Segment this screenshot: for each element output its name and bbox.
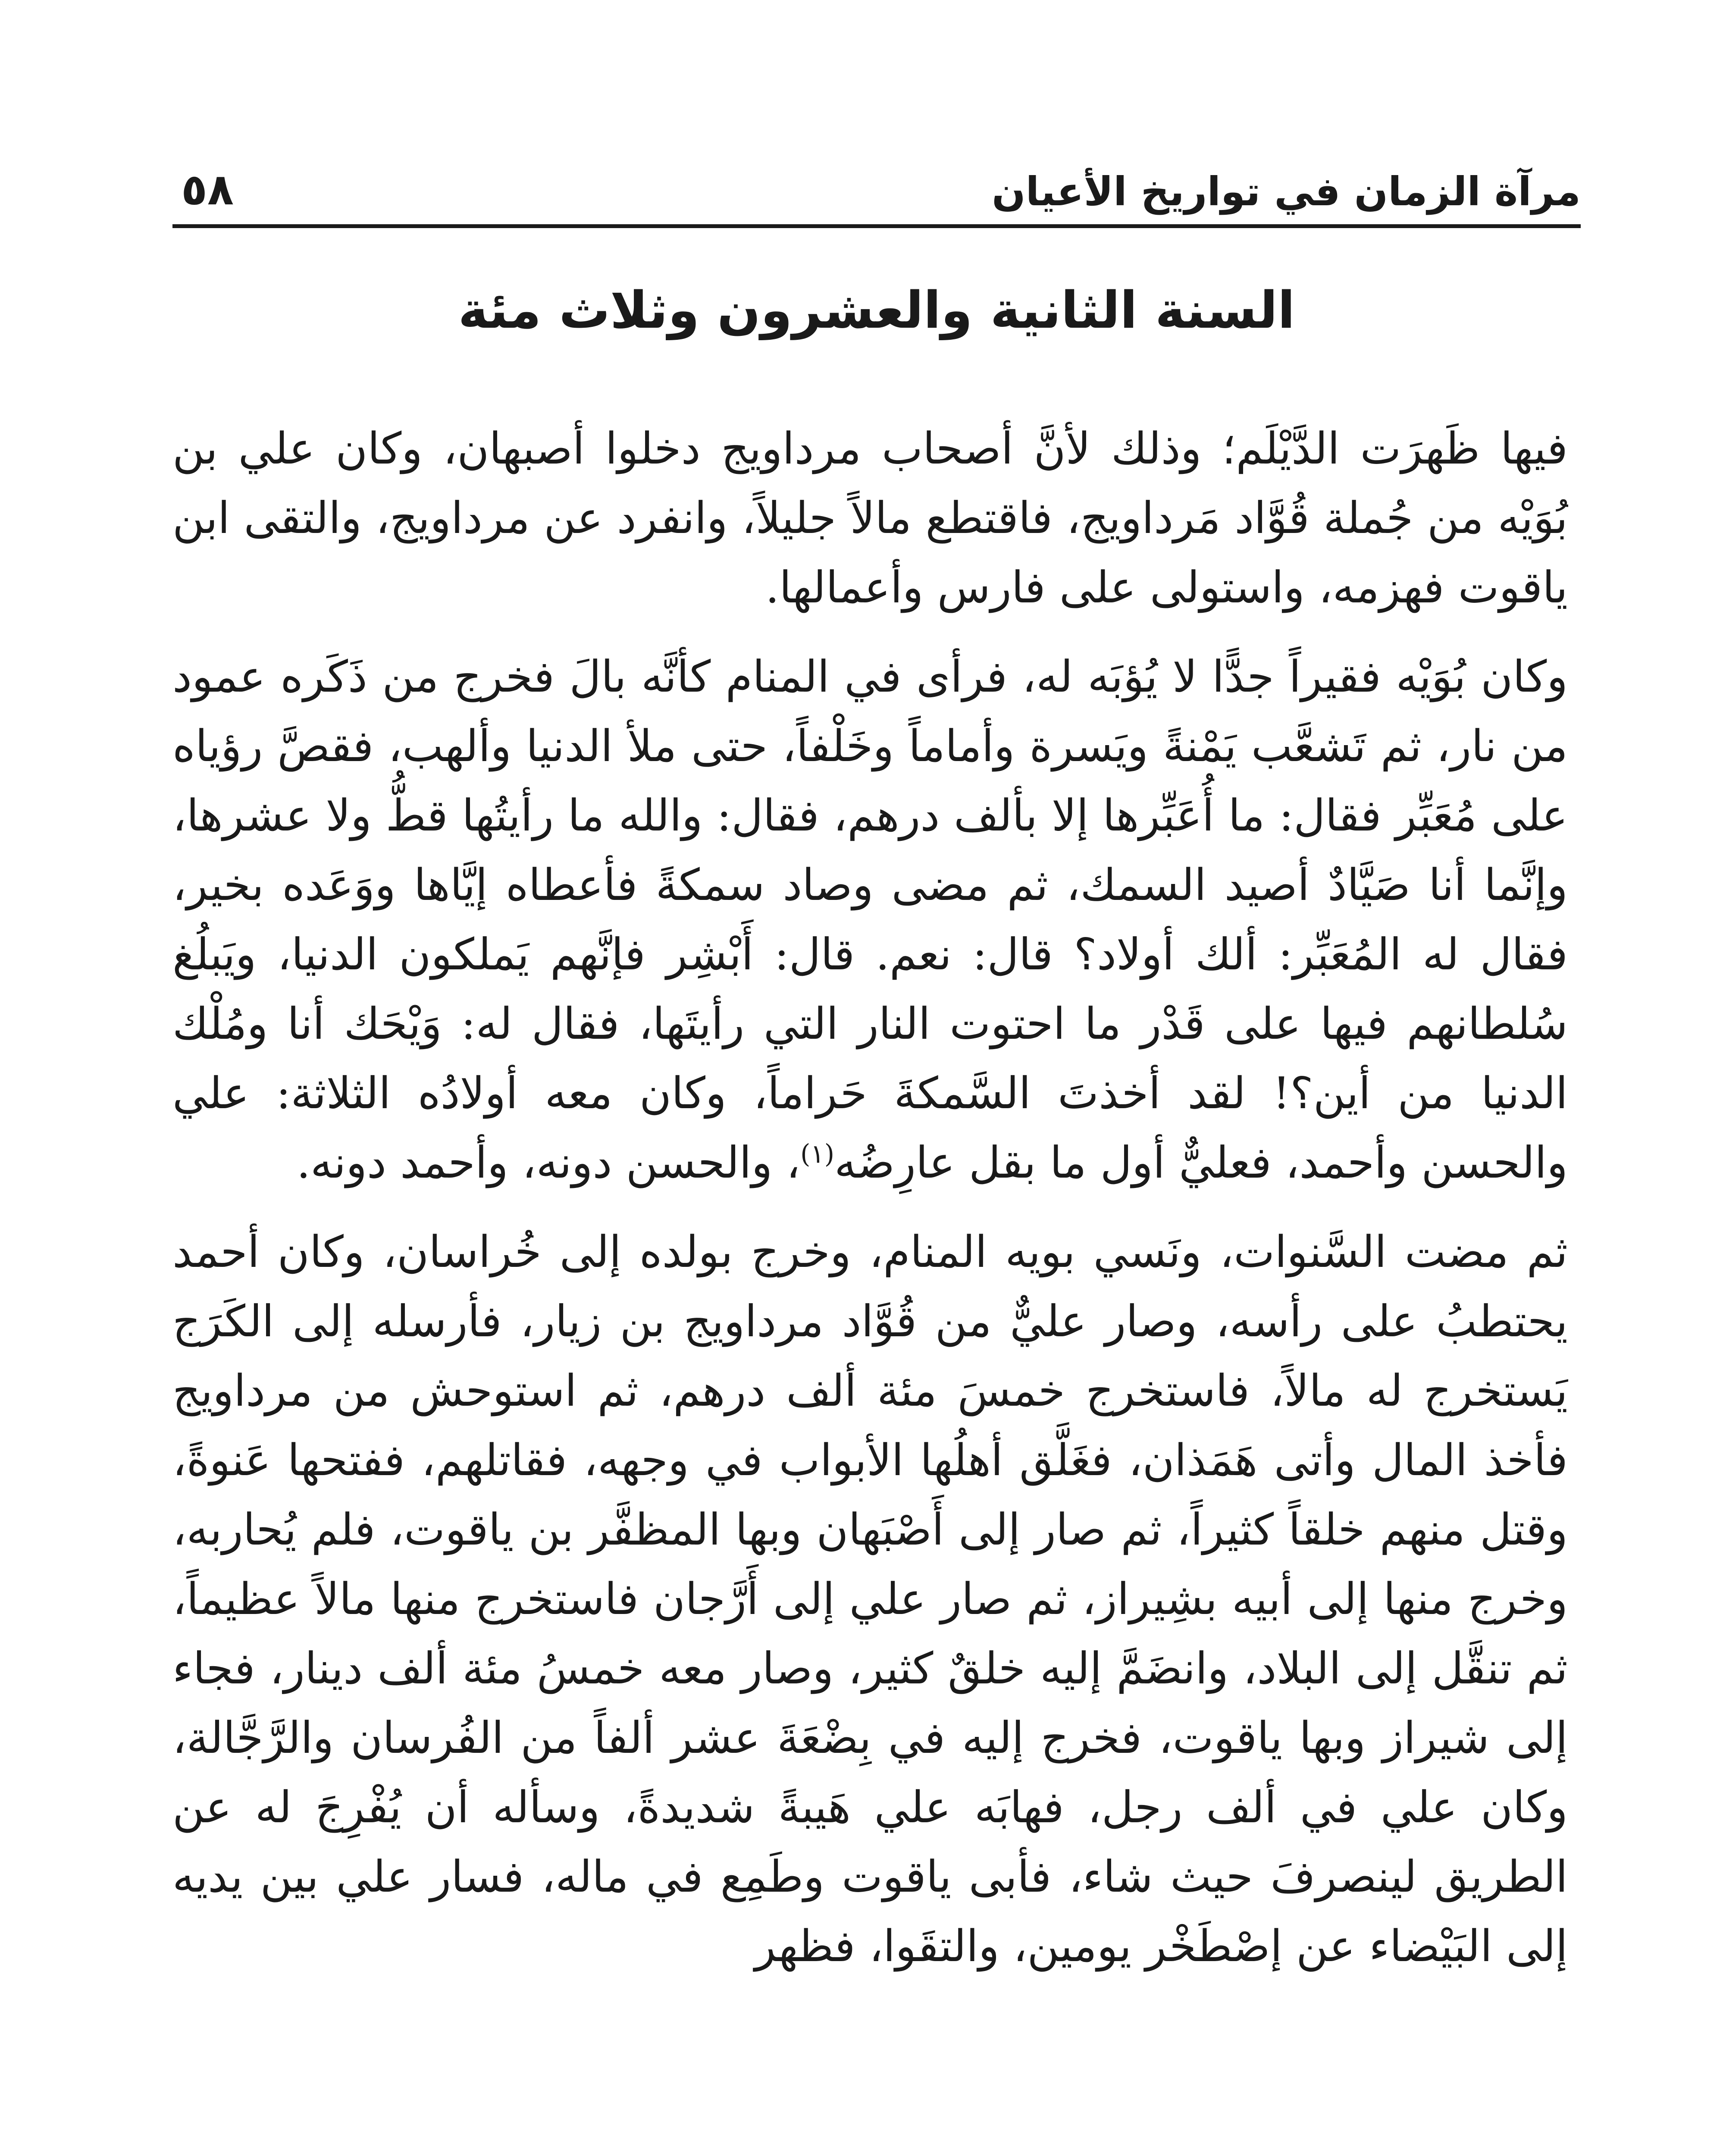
- paragraph-3: [172, 1217, 1568, 1981]
- paragraph-2-text: وكان بُوَيْه فقيراً جدًّا لا يُؤبَه له، فرأى في المنام كأنَّه بالَ فخرج من ذَكَره عمود من نار، ثم تَشعَّب يَمْنةً ويَسرة وأماماً وخَلْفاً، حتى ملأ الدنيا وألهب، فقصَّ رؤياه على مُعَبِّر فقال: ما أُعَبِّرها إلا بألف درهم، فقال: والله ما رأيتُها قطُّ ولا عشرها، وإنَّما أنا صَيَّادٌ أصيد السمك، ثم مضى وصاد سمكةً فأعطاه إيَّاها ووَعَده بخير، فقال له المُعَبِّر: ألك أولاد؟ قال: نعم. قال: أَبْشِر فإنَّهم يَملكون الدنيا، ويَبلُغ سُلطانهم فيها على قَدْر ما احتوت النار التي رأيتَها، فقال له: وَيْحَك أنا ومُلْك الدنيا من أين؟! لقد أخذتَ السَّمكةَ حَراماً، وكان معه أولادُه الثلاثة: علي والحسن وأحمد، فعليٌّ أول ما بقل عارِضُه: [172, 651, 1568, 1188]
- paragraph-1-text: فيها ظَهرَت الدَّيْلَم؛ وذلك لأنَّ أصحاب مرداويج دخلوا أصبهان، وكان علي بن بُوَيْه من جُملة قُوَّاد مَرداويج، فاقتطع مالاً جليلاً، وانفرد عن مرداويج، والتقى ابن ياقوت فهزمه، واستولى على فارس وأعمالها.: [172, 423, 1568, 613]
- running-header: [172, 160, 1581, 228]
- paragraph-3-text: ثم مضت السَّنوات، ونَسي بويه المنام، وخرج بولده إلى خُراسان، وكان أحمد يحتطبُ على رأسه، وصار عليٌّ من قُوَّاد مرداويج بن زيار، فأرسله إلى الكَرَج يَستخرج له مالاً، فاستخرج خمسَ مئة ألف درهم، ثم استوحش من مرداويج فأخذ المال وأتى هَمَذان، فغَلَّق أهلُها الأبواب في وجهه، فقاتلهم، ففتحها عَنوةً، وقتل منهم خلقاً كثيراً، ثم صار إلى أَصْبَهان وبها المظفَّر بن ياقوت، فلم يُحاربه، وخرج منها إلى أبيه بشِيراز، ثم صار علي إلى أَرَّجان فاستخرج منها مالاً عظيماً، ثم تنقَّل إلى البلاد، وانضَمَّ إليه خلقٌ كثير، وصار معه خمسُ مئة ألف دينار، فجاء إلى شيراز وبها ياقوت، فخرج إليه في بِضْعَةَ عشر ألفاً من الفُرسان والرَّجَّالة، وكان علي في ألف رجل، فهابَه علي هَيبةً شديدةً، وسأله أن يُفْرِجَ له عن الطريق لينصرفَ حيث شاء، فأبى ياقوت وطَمِع في ماله، فسار علي بين يديه إلى البَيْضاء عن إصْطَخْر يومين، والتقَوا، فظهر: [172, 1226, 1568, 1971]
- section-title: السنة الثانية والعشرون وثلاث مئة: [458, 280, 1295, 340]
- paragraph-1: [172, 414, 1568, 622]
- running-title: مرآة الزمان في تواريخ الأعيان: [992, 169, 1581, 215]
- page-number: ٥٨: [181, 164, 234, 215]
- footnote-reference[interactable]: (١): [800, 1139, 835, 1169]
- paragraph-2: [172, 642, 1568, 1197]
- body-text: [172, 414, 1568, 1981]
- paragraph-2-text-after: ، والحسن دونه، وأحمد دونه.: [296, 1137, 801, 1188]
